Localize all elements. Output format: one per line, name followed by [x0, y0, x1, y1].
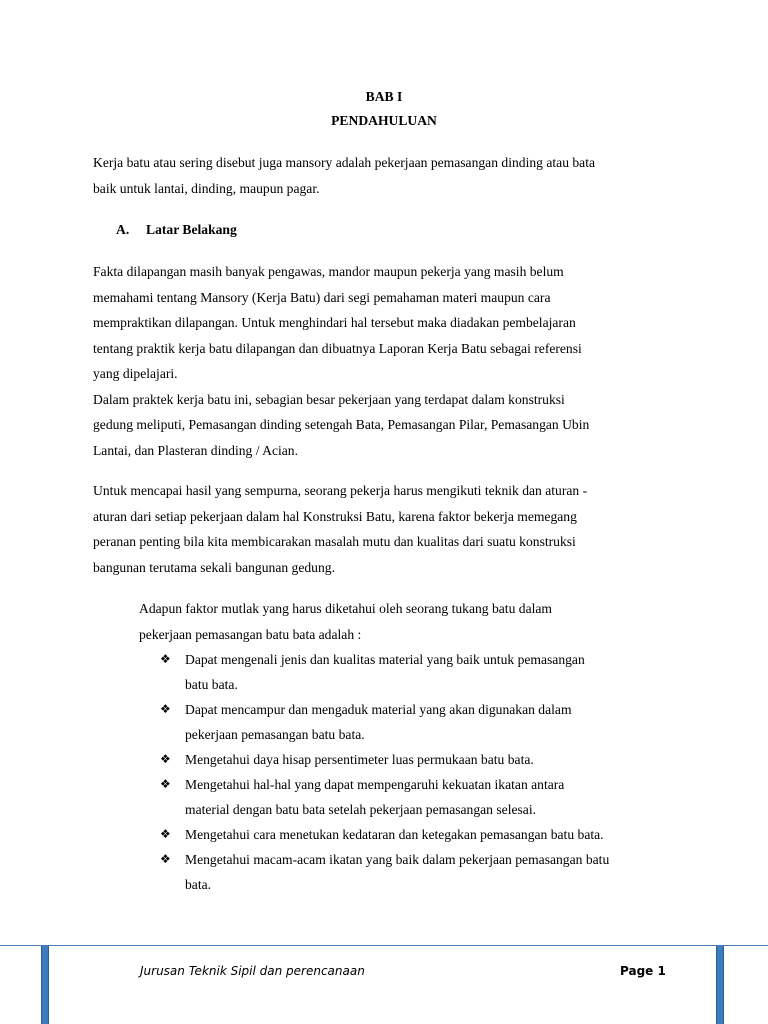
quality-paragraph: [93, 478, 587, 580]
section-label: A.: [116, 222, 130, 237]
footer-divider: [0, 945, 768, 946]
list-item: ❖ Mengetahui hal-hal yang dapat mempengaruhi kekuatan ikatan antara material dengan batu bata setelah pekerjaan pemasangan selesai.: [160, 772, 700, 822]
diamond-bullet-icon: ❖: [160, 702, 171, 716]
paragraph-line: mempraktikan dilapangan. Untuk menghindari hal tersebut maka diadakan pembelajaran: [93, 315, 576, 330]
paragraph-line: pekerjaan pemasangan batu bata adalah :: [139, 626, 362, 642]
section-heading: [116, 222, 237, 238]
paragraph-line: Lantai, dan Plasteran dinding / Acian.: [93, 442, 298, 458]
diamond-bullet-icon: ❖: [160, 852, 171, 866]
page-number: Page 1: [620, 964, 666, 978]
paragraph-line: Untuk mencapai hasil yang sempurna, seorang pekerja harus mengikuti teknik dan aturan -: [93, 483, 588, 498]
list-item: ❖ Dapat mengenali jenis dan kualitas material yang baik untuk pemasangan batu bata.: [160, 647, 700, 697]
diamond-bullet-icon: ❖: [160, 777, 171, 791]
factors-intro-paragraph: [139, 596, 552, 647]
paragraph-line: yang dipelajari.: [93, 366, 178, 381]
background-paragraph: [93, 259, 589, 463]
paragraph-line: Adapun faktor mutlak yang harus diketahui oleh seorang tukang batu dalam: [139, 601, 552, 616]
factors-list: [160, 647, 700, 897]
chapter-number: BAB I: [365, 89, 403, 104]
paragraph-line: Dalam praktek kerja batu ini, sebagian besar pekerjaan yang terdapat dalam konstruksi: [93, 391, 565, 407]
diamond-bullet-icon: ❖: [160, 752, 171, 766]
footer-department: Jurusan Teknik Sipil dan perencanaan: [140, 964, 365, 978]
paragraph-line: Fakta dilapangan masih banyak pengawas, mandor maupun pekerja yang masih belum: [93, 264, 564, 279]
intro-line: baik untuk lantai, dinding, maupun pagar.: [93, 180, 320, 196]
paragraph-line: memahami tentang Mansory (Kerja Batu) dari segi pemahaman materi maupun cara: [93, 289, 551, 305]
footer-right-bar: [716, 946, 724, 1024]
intro-paragraph: [93, 150, 595, 201]
section-title: Latar Belakang: [146, 222, 237, 237]
list-item: ❖ Dapat mencampur dan mengaduk material yang akan digunakan dalam pekerjaan pemasangan batu bata.: [160, 697, 700, 747]
intro-line: Kerja batu atau sering disebut juga mansory adalah pekerjaan pemasangan dinding atau bata: [93, 155, 596, 170]
paragraph-line: tentang praktik kerja batu dilapangan dan dibuatnya Laporan Kerja Batu sebagai referensi: [93, 340, 582, 356]
diamond-bullet-icon: ❖: [160, 827, 171, 841]
list-item: ❖ Mengetahui macam-acam ikatan yang baik dalam pekerjaan pemasangan batu bata.: [160, 847, 700, 897]
diamond-bullet-icon: ❖: [160, 652, 171, 666]
list-item: ❖ Mengetahui cara menetukan kedataran dan ketegakan pemasangan batu bata.: [160, 822, 700, 847]
paragraph-line: aturan dari setiap pekerjaan dalam hal Konstruksi Batu, karena faktor bekerja memegang: [93, 508, 577, 524]
paragraph-line: bangunan terutama sekali bangunan gedung.: [93, 559, 335, 575]
paragraph-line: peranan penting bila kita membicarakan masalah mutu dan kualitas dari suatu konstruksi: [93, 534, 576, 549]
list-item: ❖ Mengetahui daya hisap persentimeter luas permukaan batu bata.: [160, 747, 700, 772]
paragraph-line: gedung meliputi, Pemasangan dinding setengah Bata, Pemasangan Pilar, Pemasangan Ubin: [93, 417, 590, 432]
footer-left-bar: [41, 946, 49, 1024]
chapter-title: PENDAHULUAN: [331, 113, 437, 128]
